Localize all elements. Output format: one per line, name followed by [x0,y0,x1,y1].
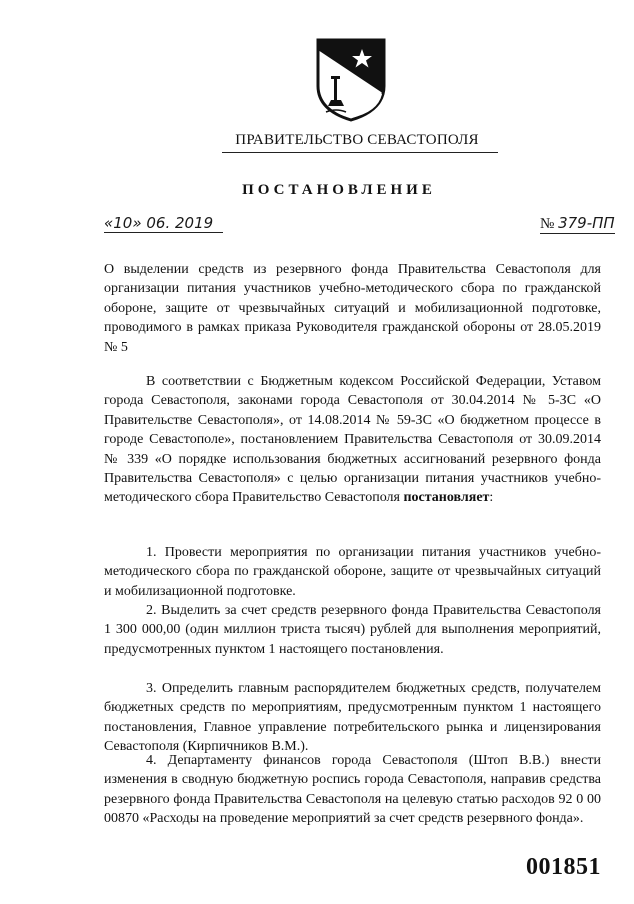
sevastopol-coat-of-arms-icon [314,36,388,122]
document-type: ПОСТАНОВЛЕНИЕ [242,182,436,198]
number-value: 379-ПП [558,214,615,232]
document-date: «10» 06. 2019 [104,214,223,233]
preamble-paragraph [104,372,601,508]
serial-number: 001851 [526,854,601,880]
title-divider [222,152,498,153]
document-subject: О выделении средств из резервного фонда Правительства Севастополя для организации питания участников учебно-методического сбора по гражданской обороне, защите от чрезвычайных ситуаций и мобилизационной подготовке, проводимого в рамках приказа Руководителя гражданской обороны от 28.05.2019 № 5 [104,262,601,355]
organization-title: ПРАВИТЕЛЬСТВО СЕВАСТОПОЛЯ [235,132,479,148]
decree-item-2: 2. Выделить за счет средств резервного фонда Правительства Севастополя 1 300 000,00 (один миллион триста тысяч) рублей для выполнения мероприятий, предусмотренных пунктом 1 настоящего постановления. [104,603,601,657]
document-number [540,214,615,234]
decree-item-3: 3. Определить главным распорядителем бюджетных средств, получателем бюджетных средств по мероприятиям, предусмотренным пунктом 1 настоящего постановления, Главное управление потребительского рынка и лицензирования Севастополя (Кирпичников В.М.). [104,681,601,755]
decree-word: постановляет [403,490,490,506]
preamble-tail: : [489,490,494,506]
decree-item-1: 1. Провести мероприятия по организации питания участников учебно-методического сбора по гражданской обороне, защите от чрезвычайных ситуаций и мобилизационной подготовке. [104,545,601,599]
preamble-text: В соответствии с Бюджетным кодексом Российской Федерации, Уставом города Севастополя, законами города Севастополя от 30.04.2014 № 5-ЗС «О Правительстве Севастополя», от 14.08.2014 № 59-ЗС «О бюджетном процессе в городе Севастополе», постановлением Правительства Севастополя от 30.09.2014 № 339 «О порядке использования бюджетных ассигнований резервного фонда Правительства Севастополя» с целью организации питания участников учебно-методического сбора Правительство Севастополя [104,374,601,506]
decree-item-4: 4. Департаменту финансов города Севастополя (Штоп В.В.) внести изменения в сводную бюджетную роспись города Севастополя, направив средства резервного фонда Правительства Севастополя на целевую статью расходов 92 0 00 00870 «Расходы на проведение мероприятий за счет средств резервного фонда». [104,753,601,827]
number-label: № [540,216,555,232]
